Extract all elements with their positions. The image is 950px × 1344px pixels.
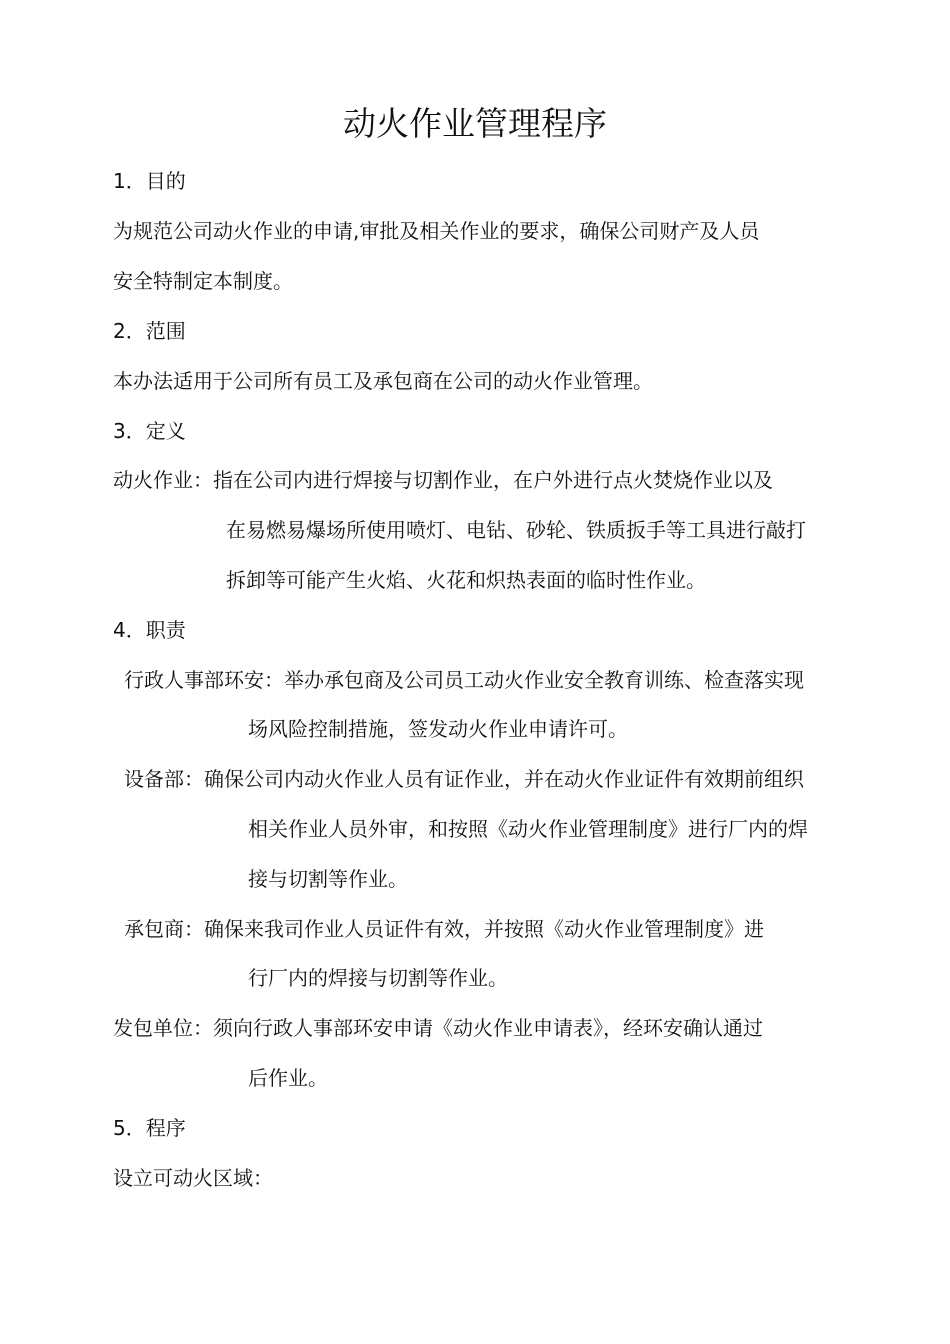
section-heading-purpose: 1．目的 [113, 169, 186, 193]
paragraph-line: 接与切割等作业。 [248, 867, 408, 891]
section-heading-scope: 2．范围 [113, 319, 186, 343]
paragraph-line: 相关作业人员外审，和按照《动火作业管理制度》进行厂内的焊 [248, 817, 808, 841]
section-heading-procedure: 5．程序 [113, 1116, 186, 1140]
paragraph-line: 设备部：确保公司内动火作业人员有证作业，并在动火作业证件有效期前组织 [124, 767, 804, 791]
section-heading-definition: 3．定义 [113, 419, 186, 443]
paragraph-line: 场风险控制措施，签发动火作业申请许可。 [248, 717, 628, 741]
paragraph-line: 为规范公司动火作业的申请,审批及相关作业的要求，确保公司财产及人员 [113, 219, 760, 243]
paragraph-line: 本办法适用于公司所有员工及承包商在公司的动火作业管理。 [113, 369, 653, 393]
paragraph-line: 设立可动火区域： [113, 1166, 273, 1190]
section-heading-responsibilities: 4．职责 [113, 618, 186, 642]
paragraph-line: 发包单位：须向行政人事部环安申请《动火作业申请表》，经环安确认通过 [113, 1016, 763, 1040]
paragraph-line: 在易燃易爆场所使用喷灯、电钻、砂轮、铁质扳手等工具进行敲打 [226, 518, 806, 542]
paragraph-line: 动火作业：指在公司内进行焊接与切割作业，在户外进行点火焚烧作业以及 [113, 468, 773, 492]
paragraph-line: 行政人事部环安：举办承包商及公司员工动火作业安全教育训练、检查落实现 [124, 668, 804, 692]
paragraph-line: 后作业。 [248, 1066, 328, 1090]
paragraph-line: 拆卸等可能产生火焰、火花和炽热表面的临时性作业。 [226, 568, 706, 592]
page-title: 动火作业管理程序 [343, 104, 607, 143]
paragraph-line: 安全特制定本制度。 [113, 269, 293, 293]
paragraph-line: 行厂内的焊接与切割等作业。 [248, 966, 508, 990]
paragraph-line: 承包商：确保来我司作业人员证件有效，并按照《动火作业管理制度》进 [124, 917, 764, 941]
